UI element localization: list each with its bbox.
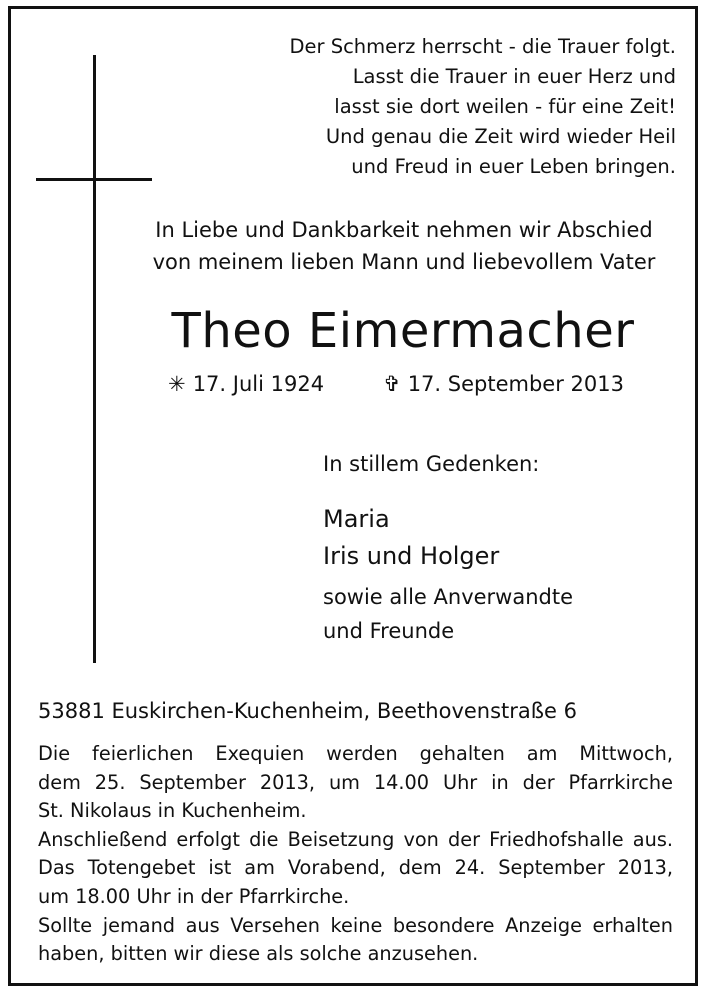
poem-line: Und genau die Zeit wird wieder Heil (325, 125, 676, 148)
birth-date (168, 370, 324, 398)
notice-line: St. Nikolaus in Kuchenheim. (38, 799, 307, 823)
notice-line: Das Totengebet ist am Vorabend, dem 24. September 2013, (38, 856, 673, 880)
in-memory-heading: In stillem Gedenken: (323, 452, 540, 476)
poem-line: Der Schmerz herrscht - die Trauer folgt. (289, 35, 676, 58)
poem (196, 32, 676, 182)
notice-line: Sollte jemand aus Versehen keine besondere Anzeige erhalten (38, 913, 673, 937)
family-member: Iris und Holger (323, 542, 500, 570)
relatives-line: sowie alle Anverwandte (323, 585, 574, 609)
birth-date-text: 17. Juli 1924 (192, 372, 325, 396)
farewell-intro (110, 214, 698, 278)
death-date (383, 370, 624, 398)
star-icon: ✳ (168, 372, 186, 396)
cross-icon: ✞ (383, 372, 401, 396)
deceased-name: Theo Eimermacher (171, 303, 635, 359)
poem-line: lasst sie dort weilen - für eine Zeit! (334, 95, 676, 118)
address: 53881 Euskirchen-Kuchenheim, Beethovenstraße 6 (38, 699, 577, 723)
cross-horizontal-bar (36, 178, 152, 181)
notice-line: haben, bitten wir diese als solche anzusehen. (38, 942, 479, 966)
intro-line: In Liebe und Dankbarkeit nehmen wir Abschied (155, 218, 653, 242)
funeral-details (38, 740, 673, 969)
death-date-text: 17. September 2013 (407, 372, 624, 396)
notice-line: Die feierlichen Exequien werden gehalten am Mittwoch, (38, 742, 673, 765)
relatives-line: und Freunde (323, 619, 455, 643)
notice-line: um 18.00 Uhr in der Pfarrkirche. (38, 884, 350, 908)
notice-line: Anschließend erfolgt die Beisetzung von der Friedhofshalle aus. (38, 827, 673, 851)
poem-line: Lasst die Trauer in euer Herz und (352, 65, 676, 88)
intro-line: von meinem lieben Mann und liebevollem Vater (152, 250, 656, 274)
notice-line: dem 25. September 2013, um 14.00 Uhr in der Pfarrkirche (38, 770, 673, 794)
family-member: Maria (323, 505, 390, 533)
poem-line: und Freud in euer Leben bringen. (351, 155, 676, 178)
